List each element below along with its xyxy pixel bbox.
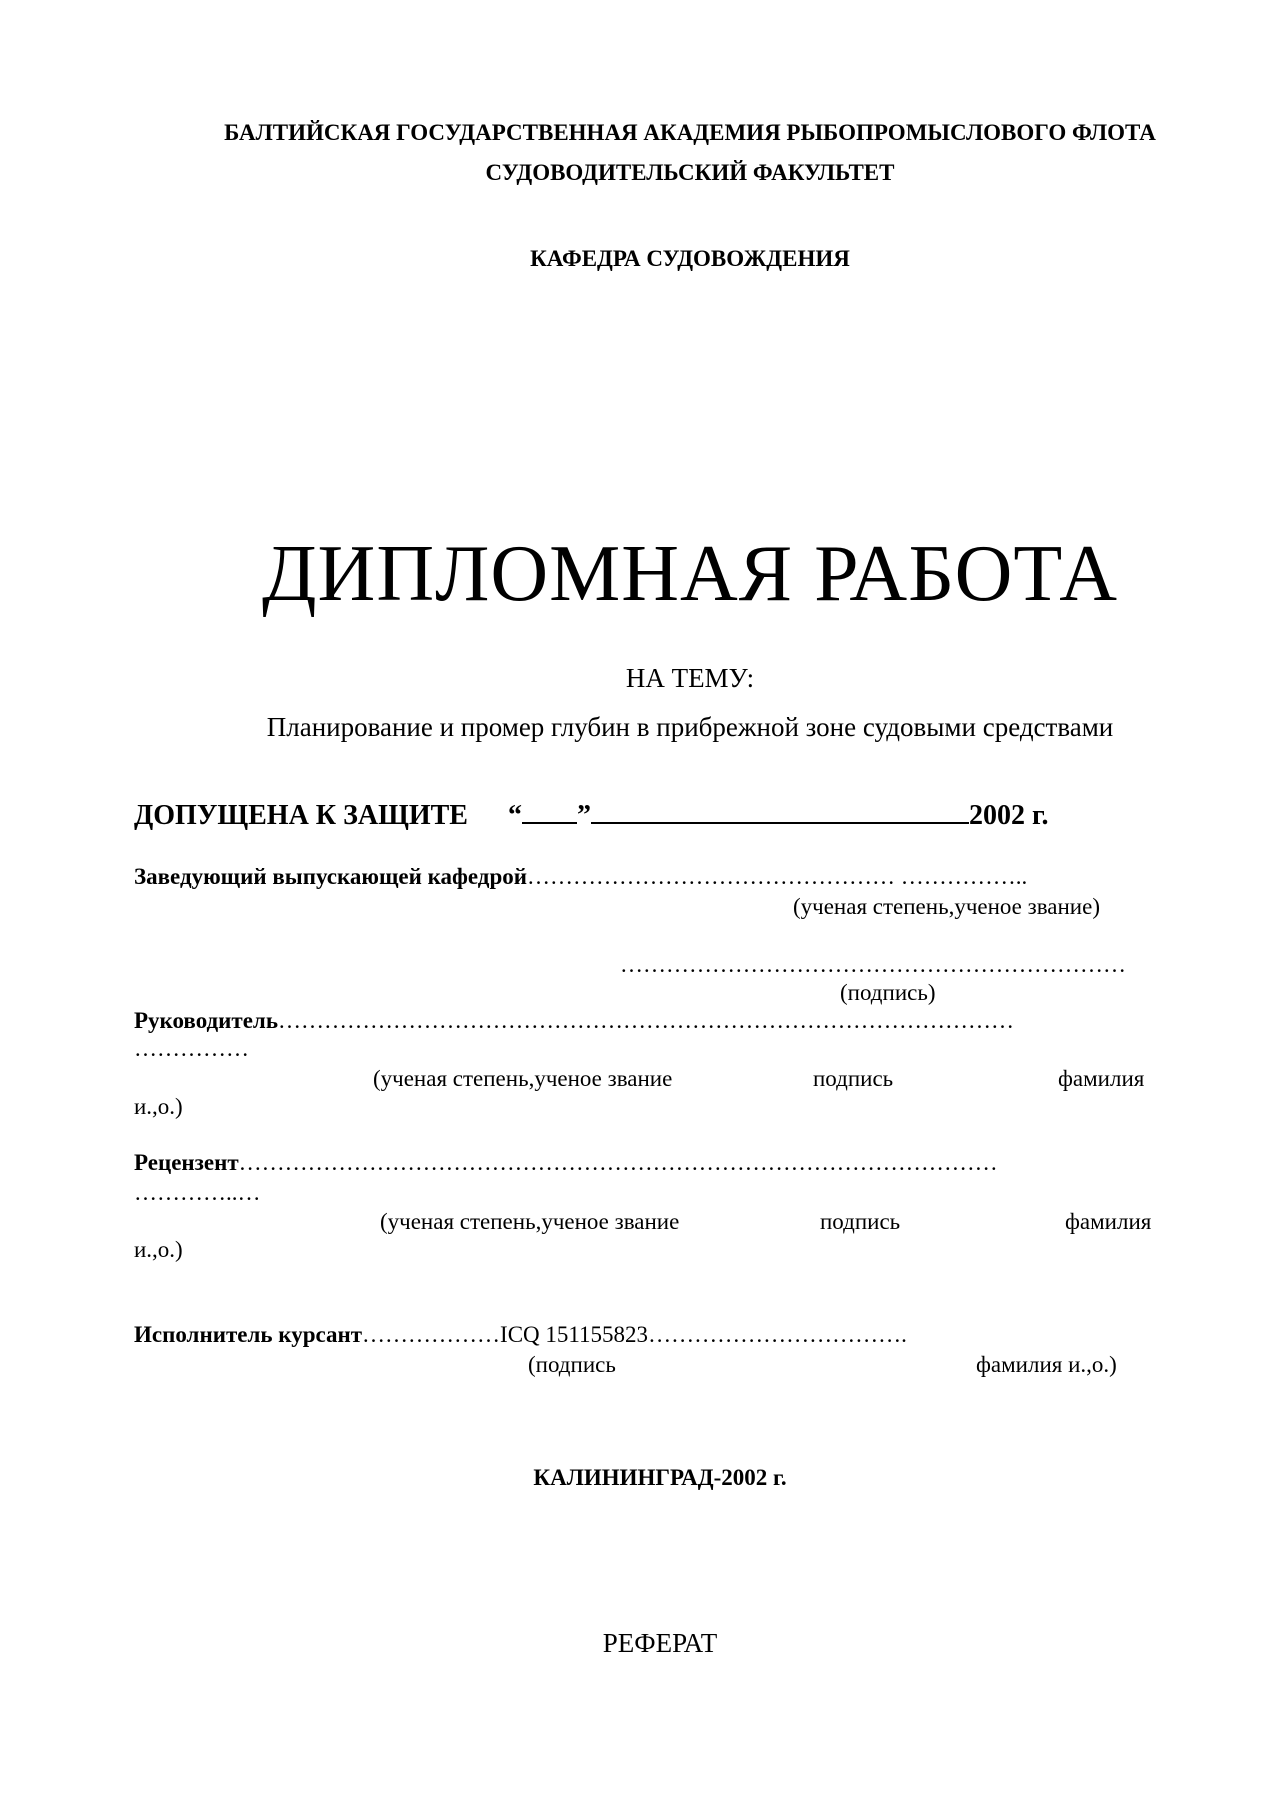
head-of-department-dots: ………………………………………… ……………..	[527, 864, 1028, 889]
reviewer-caption-name: фамилия	[1065, 1209, 1152, 1234]
supervisor-caption-signature: подпись	[813, 1066, 894, 1091]
city-year: КАЛИНИНГРАД-2002 г.	[533, 1465, 787, 1490]
executor-label: Исполнитель курсант	[134, 1322, 363, 1347]
document-title: ДИПЛОМНАЯ РАБОТА	[261, 530, 1119, 618]
reviewer-dots-continued: …………..…	[134, 1180, 261, 1205]
reviewer-caption-degree: (ученая степень,ученое звание	[380, 1209, 680, 1234]
executor-dots-before: ………………	[362, 1322, 501, 1347]
supervisor-dots-continued: ……………	[134, 1036, 249, 1061]
supervisor-label: Руководитель	[134, 1008, 278, 1033]
executor-dots-after: …………………………….	[648, 1322, 907, 1347]
topic-label: НА ТЕМУ:	[625, 663, 755, 693]
supervisor-line	[134, 1008, 1014, 1034]
admission-label: ДОПУЩЕНА К ЗАЩИТЕ	[134, 800, 468, 831]
abstract-heading: РЕФЕРАТ	[602, 1628, 718, 1658]
quote-close: ”	[576, 800, 591, 831]
head-of-department-line	[134, 864, 1027, 890]
reviewer-dots: ………………………………………………………………………………………	[238, 1150, 998, 1175]
supervisor-caption-initials: и.,о.)	[134, 1094, 183, 1119]
reviewer-caption-signature: подпись	[820, 1209, 901, 1234]
supervisor-dots: ……………………………………………………………………………………	[278, 1008, 1014, 1033]
month-blank	[591, 800, 969, 824]
department-name: КАФЕДРА СУДОВОЖДЕНИЯ	[530, 246, 850, 271]
executor-icq: ICQ 151155823	[500, 1322, 649, 1347]
academy-name: БАЛТИЙСКАЯ ГОСУДАРСТВЕННАЯ АКАДЕМИЯ РЫБОПРОМЫСЛОВОГО ФЛОТА	[224, 120, 1156, 145]
quote-open: “	[507, 800, 522, 831]
supervisor-caption-name: фамилия	[1058, 1066, 1145, 1091]
head-of-department-label: Заведующий выпускающей кафедрой	[134, 864, 527, 889]
head-signature-dots: …………………………………………………………	[620, 952, 1126, 977]
head-signature-caption: (подпись)	[840, 980, 936, 1005]
executor-caption-signature: (подпись	[528, 1352, 616, 1377]
faculty-name: СУДОВОДИТЕЛЬСКИЙ ФАКУЛЬТЕТ	[485, 160, 895, 185]
admission-line	[134, 800, 1049, 832]
reviewer-line	[134, 1150, 998, 1176]
topic-text: Планирование и промер глубин в прибрежной зоне судовыми средствами	[266, 712, 1114, 742]
day-blank	[522, 800, 577, 824]
supervisor-caption-degree: (ученая степень,ученое звание	[373, 1066, 673, 1091]
executor-line	[134, 1322, 907, 1348]
admission-year: 2002 г.	[968, 800, 1049, 831]
reviewer-label: Рецензент	[134, 1150, 239, 1175]
executor-caption-name: фамилия и.,о.)	[976, 1352, 1117, 1377]
head-of-department-caption: (ученая степень,ученое звание)	[793, 894, 1100, 919]
reviewer-caption-initials: и.,о.)	[134, 1237, 183, 1262]
